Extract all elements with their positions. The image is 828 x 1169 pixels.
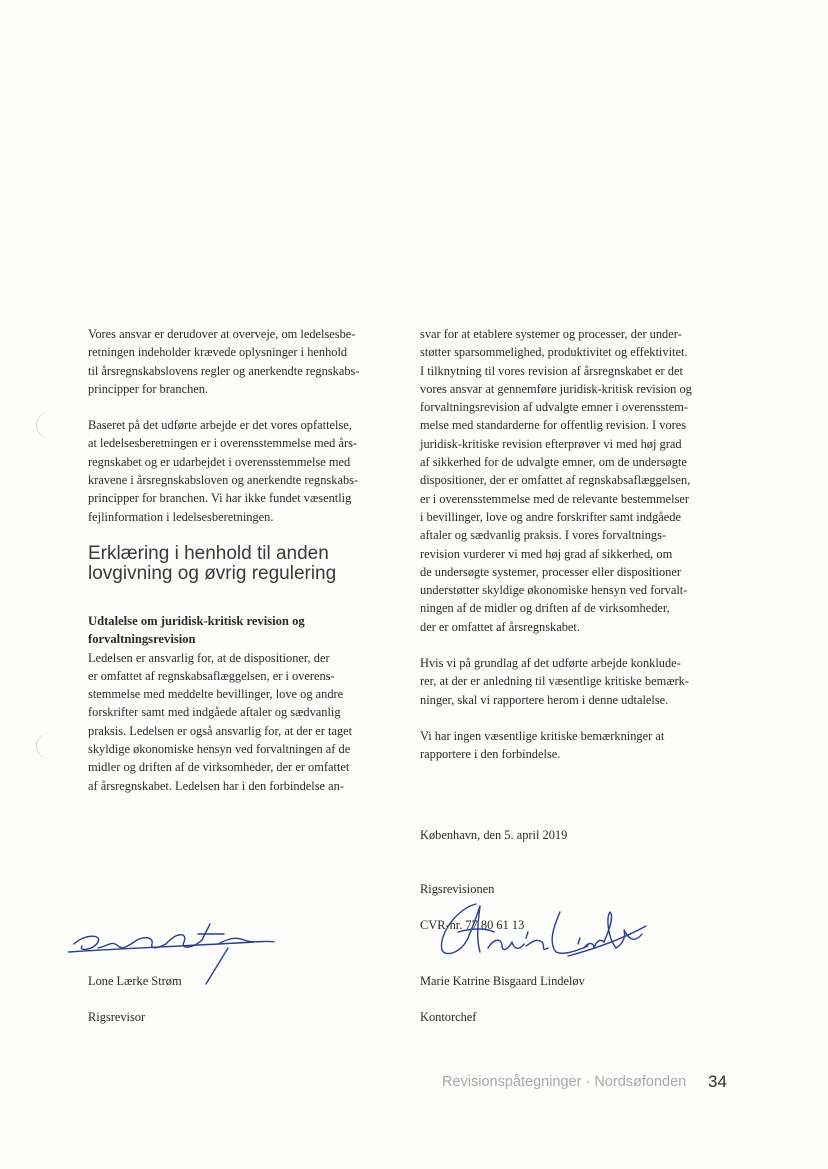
paragraph: Vi har ingen væsentlige kritiske bemærkninger at rapportere i den forbindelse. <box>420 728 665 762</box>
signatory-name: Marie Katrine Bisgaard Lindeløv <box>420 974 585 988</box>
punch-hole-mark-upper <box>36 412 51 438</box>
signatory-title: Kontorchef <box>420 1010 477 1024</box>
paragraph: Ledelsen er ansvarlig for, at de dispositioner, der er omfattet af regnskabsaflæggelsen, er i overens- stemmelse med meddelte bevillinger, love og andre forskrifter samt med indgåede aftaler og sædvanlig praksis. Ledelsen er også ansvarlig for, at der er taget skyldige økonomiske hensyn ved forvaltningen af de midler og driften af de virksomheder, der er omfattet af årsregnskabet. Ledelsen har i den forbindelse an- <box>88 650 353 793</box>
paragraph: Vores ansvar er derudover at overveje, om ledelsesbe- retningen indeholder krævede oplysninger i henhold til årsregnskabslovens regler og anerkendte regnskabs- principper for branchen. <box>88 327 360 396</box>
paragraph: svar for at etablere systemer og processer, der under- støtter sparsommelighed, produktivitet og effektivitet. I tilknytning til vores revision af årsregnskabet er det vores ansvar at gennemføre juridisk-kritisk revision og forvaltningsrevision af udvalgte emner i overensstem- melse med standarderne for offentlig revision. I vores juridisk-kritiske revision efterprøver vi med høj grad af sikkerhed for de udvalgte emner, om de undersøgte dispositioner, der er omfattet af regnskabsaflæggelsen, er i overensstemmelse med de relevante bestemmelser i bevillinger, love og andre forskrifter samt indgåede aftaler og sædvanlig praksis. I vores forvaltnings- revision vurderer vi med høj grad af sikkerhed, om de undersøgte systemer, processer eller dispositioner understøtter skyldige økonomiske hensyn ved forvalt- ningen af de midler og driften af de virksomheder, der er omfattet af årsregnskabet. <box>420 327 692 634</box>
punch-hole-mark-lower <box>36 733 51 759</box>
cvr-number: CVR-nr. 77 80 61 13 <box>420 918 525 932</box>
signatory-title: Rigsrevisor <box>88 1010 146 1024</box>
left-column <box>88 325 398 813</box>
subsection-heading: Udtalelse om juridisk-kritisk revision og forvaltningsrevision <box>88 613 305 647</box>
signatory-left <box>88 954 182 1044</box>
paragraph: Baseret på det udførte arbejde er det vores opfattelse, at ledelsesberetningen er i overensstemmelse med års- regnskabet og er udarbejdet i overensstemmelse med kravene i årsregnskabsloven og anerkendte regnskabs- principper for branchen. Vi har ikke fundet væsentlig fejlinformation i ledelsesberetningen. <box>88 418 359 524</box>
footer-title: Revisionspåtegninger · Nordsøfonden <box>442 1074 687 1090</box>
page-number: 34 <box>708 1072 727 1091</box>
paragraph: Hvis vi på grundlag af det udførte arbejde konklude- rer, at der er anledning til væsentlige kritiske bemærk- ninger, skal vi rapportere herom i denne udtalelse. <box>420 656 689 707</box>
section-heading: Erklæring i henhold til anden lovgivning og øvrig regulering <box>88 542 337 584</box>
organisation-name: Rigsrevisionen <box>420 882 495 896</box>
place-date: København, den 5. april 2019 <box>420 828 568 842</box>
right-column <box>420 325 730 782</box>
signatory-name: Lone Lærke Strøm <box>88 974 182 988</box>
signatory-right <box>420 954 585 1044</box>
